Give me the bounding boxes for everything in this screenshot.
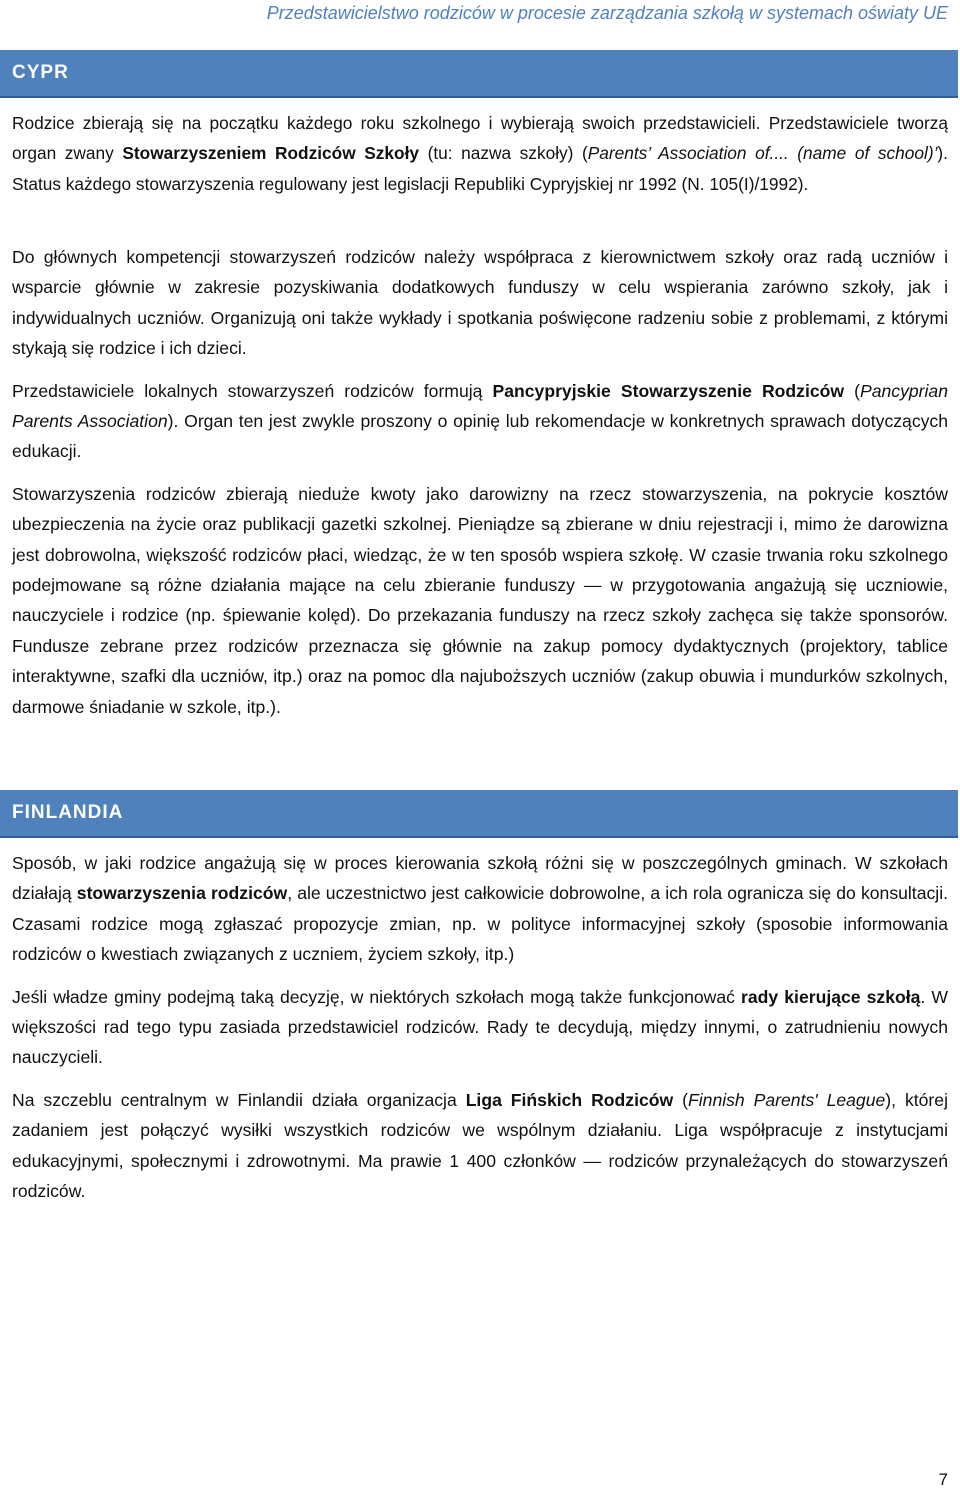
text-run: ). Organ ten jest zwykle proszony o opinię lub rekomendacje w konkretnych sprawach dotyczących edukacji. xyxy=(12,411,949,462)
text-run: Na szczeblu centralnym w Finlandii działa organizacja xyxy=(12,1089,466,1110)
bold-term: Stowarzyszeniem Rodziców Szkoły xyxy=(122,143,419,164)
bold-term: Liga Fińskich Rodziców xyxy=(465,1089,674,1110)
text-run: ), której zadaniem jest połączyć wysiłki wszystkich rodziców we wspólnym działaniu. Liga współpracuje z instytucjami edukacyjnymi, społecznymi i zdrowotnymi. Ma prawie 1 400 członków — rodziców przynależących do stowarzyszeń rodziców. xyxy=(12,1089,948,1202)
text-run: , ale uczestnictwo jest całkowicie dobrowolne, a ich rola ogranicza się do konsultacji. Czasami rodzice mogą zgłaszać propozycje zmian, np. w polityce informacyjnej szkoły (sposobie informowania rodziców o kwestiach związanych z uczniem, życiem szkoły, itp.) xyxy=(12,883,948,965)
section-heading-cypr xyxy=(0,50,958,98)
text-run: (tu: nazwa szkoły) ( xyxy=(418,143,588,164)
paragraph xyxy=(12,982,948,1073)
bold-term: stowarzyszenia rodziców xyxy=(76,883,288,904)
text-run: ( xyxy=(673,1089,688,1110)
paragraph xyxy=(12,108,948,199)
text-run: . W większości rad tego typu zasiada przedstawiciel rodziców. Rady te decydują, między innymi, o zatrudnieniu nowych nauczycieli. xyxy=(12,986,948,1068)
section-title: FINLANDIA xyxy=(12,802,124,823)
paragraph xyxy=(12,1085,948,1207)
paragraph xyxy=(12,848,948,970)
section-body-cypr-continued xyxy=(12,242,948,734)
paragraph: Do głównych kompetencji stowarzyszeń rodziców należy współpraca z kierownictwem szkoły oraz radą uczniów i wsparcie głównie w zakresie pozyskiwania dodatkowych funduszy w celu wspierania zarówno szkoły, jak i indywidualnych uczniów. Organizują oni także wykłady i spotkania poświęcone radzeniu sobie z problemami, z którymi stykają się rodzice i ich dzieci. xyxy=(12,247,948,359)
text-run: Rodzice zbierają się na początku każdego roku szkolnego i wybierają swoich przedstawicieli. Przedstawiciele tworzą organ zwany xyxy=(12,113,948,164)
text-run: Przedstawiciele lokalnych stowarzyszeń rodziców formują xyxy=(12,380,493,401)
page-number: 7 xyxy=(938,1470,948,1489)
italic-term: Finnish Parents' League xyxy=(688,1089,886,1110)
section-heading-finlandia xyxy=(0,790,958,838)
text-run: Sposób, w jaki rodzice angażują się w proces kierowania szkołą różni się w poszczególnych gminach. W szkołach działają xyxy=(12,853,948,904)
italic-term: Parents’ Association of.... (name of school)’ xyxy=(587,143,938,164)
italic-term: Pancyprian Parents Association xyxy=(12,380,949,432)
section-title: CYPR xyxy=(12,62,69,83)
bold-term: Pancypryjskie Stowarzyszenie Rodziców xyxy=(492,380,845,401)
text-run: ). Status każdego stowarzyszenia regulowany jest legislacji Republiki Cypryjskiej nr 1992 (N. 105(I)/1992). xyxy=(12,143,948,194)
paragraph: Stowarzyszenia rodziców zbierają nieduże kwoty jako darowizny na rzecz stowarzyszenia, na pokrycie kosztów ubezpieczenia na życie oraz publikacji gazetki szkolnej. Pieniądze są zbierane w dniu rejestracji i, mimo że darowizna jest dobrowolna, większość rodziców płaci, wiedząc, że w ten sposób wspiera szkołę. W czasie trwania roku szkolnego podejmowane są różne działania mające na celu zbieranie funduszy — w przygotowania angażują się uczniowie, nauczyciele i rodzice (np. śpiewanie kolęd). Do przekazania funduszy na rzecz szkoły zachęca się także sponsorów. Fundusze zebrane przez rodziców przeznacza się głównie na zakup pomocy dydaktycznych (projektory, tablice interaktywne, szafki dla uczniów, itp.) oraz na pomoc dla najuboższych uczniów (zakup obuwia i mundurków szkolnych, darmowe śniadanie w szkole, itp.). xyxy=(12,483,948,717)
paragraph xyxy=(12,376,948,467)
section-body-cypr xyxy=(12,108,948,211)
text-run: ( xyxy=(844,380,860,401)
text-run: Jeśli władze gminy podejmą taką decyzję, w niektórych szkołach mogą także funkcjonować xyxy=(12,986,742,1007)
running-header: Przedstawicielstwo rodziców w procesie zarządzania szkołą w systemach oświaty UE xyxy=(266,3,948,23)
bold-term: rady kierujące szkołą xyxy=(741,986,921,1007)
section-body-finlandia xyxy=(12,848,948,1218)
